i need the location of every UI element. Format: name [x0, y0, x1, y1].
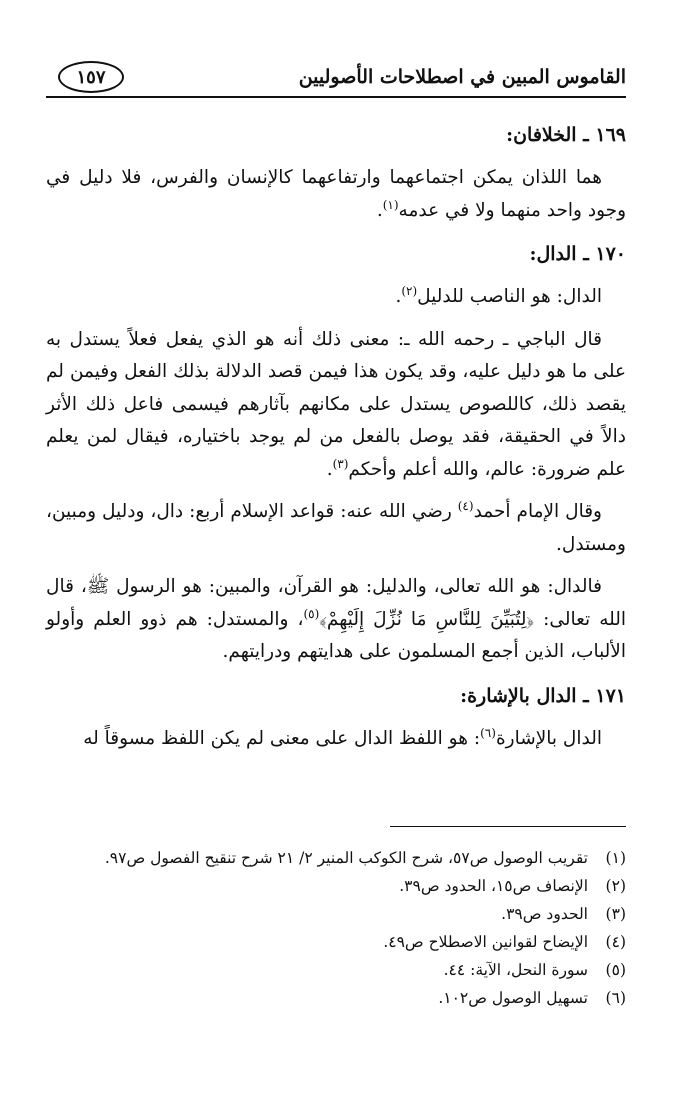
footnote: (١) تقريب الوصول ص٥٧، شرح الكوكب المنير ٢/ ٢١ شرح تنقيح الفصول ص٩٧. [104, 849, 626, 867]
page-number: ١٥٧ [58, 61, 124, 93]
footnote: (٣) الحدود ص٣٩. [501, 905, 626, 923]
footnote: (٦) تسهيل الوصول ص١٠٢. [438, 989, 626, 1007]
entry-heading-170: ١٧٠ ـ الدال: [529, 243, 626, 265]
footnote: (٤) الإيضاح لقوانين الاصطلاح ص٤٩. [383, 933, 626, 951]
footnotes [46, 844, 626, 1012]
paragraph: فالدال: هو الله تعالى، والدليل: هو القرآن، والمبين: هو الرسول ﷺ، قال الله تعالى: ﴿لِتُبَيِّنَ لِلنَّاسِ مَا نُزِّلَ إِلَيْهِمْ﴾$^{(٥)}$، والمستدل: هم ذوو العلم وأولو الألباب، الذين أجمع المسلمون على هدايتهم ودرايتهم. [46, 576, 627, 662]
paragraph: قال الباجي ـ رحمه الله ـ: معنى ذلك أنه هو الذي يفعل فعلاً يستدل به على ما هو دليل عليه، وقد يكون هذا فيمن قصد الدلالة بذلك الفعل وفيمن لم يقصد ذلك، كاللصوص يستدل على مكانهم بآثارهم فيسمى فاعل ذلك الأثر دالاً في الحقيقة، فقد يوصل بالفعل من لم يوجد باختياره، فيقال لمن يعلم علم ضرورة: عالم، والله أعلم وأحكم$^{(٣)}$. [46, 328, 626, 480]
footnote-ref: (١) [382, 197, 399, 212]
main-text [46, 118, 626, 765]
footnote-ref: (٦) [480, 725, 496, 740]
page-header [46, 58, 626, 98]
footnote-ref: (٥) [303, 606, 320, 621]
paragraph: الدال بالإشارة$^{(٦)}$: هو اللفظ الدال على معنى لم يكن اللفظ مسوقاً له [83, 725, 602, 749]
entry-heading-169: ١٦٩ ـ الخلافان: [506, 124, 626, 146]
footnote-separator [390, 826, 626, 827]
page [46, 0, 626, 1104]
paragraph: الدال: هو الناصب للدليل$^{(٢)}$. [395, 283, 602, 307]
paragraph: هما اللذان يمكن اجتماعهما وارتفاعهما كالإنسان والفرس، فلا دليل في وجود واحد منهما ولا في عدمه$^{(١)}$. [46, 167, 626, 221]
footnote-ref: (٢) [401, 283, 418, 298]
footnote: (٥) سورة النحل، الآية: ٤٤. [443, 961, 626, 979]
running-title: القاموس المبين في اصطلاحات الأصوليين [298, 66, 626, 88]
footnote-ref: (٤) [457, 498, 474, 513]
footnote: (٢) الإنصاف ص١٥، الحدود ص٣٩. [399, 877, 626, 895]
entry-heading-171: ١٧١ ـ الدال بالإشارة: [460, 684, 626, 707]
paragraph: وقال الإمام أحمد$^{(٤)}$ رضي الله عنه: قواعد الإسلام أربع: دال، ودليل ومبين، ومستدل. [46, 498, 626, 555]
footnote-ref: (٣) [332, 456, 349, 471]
